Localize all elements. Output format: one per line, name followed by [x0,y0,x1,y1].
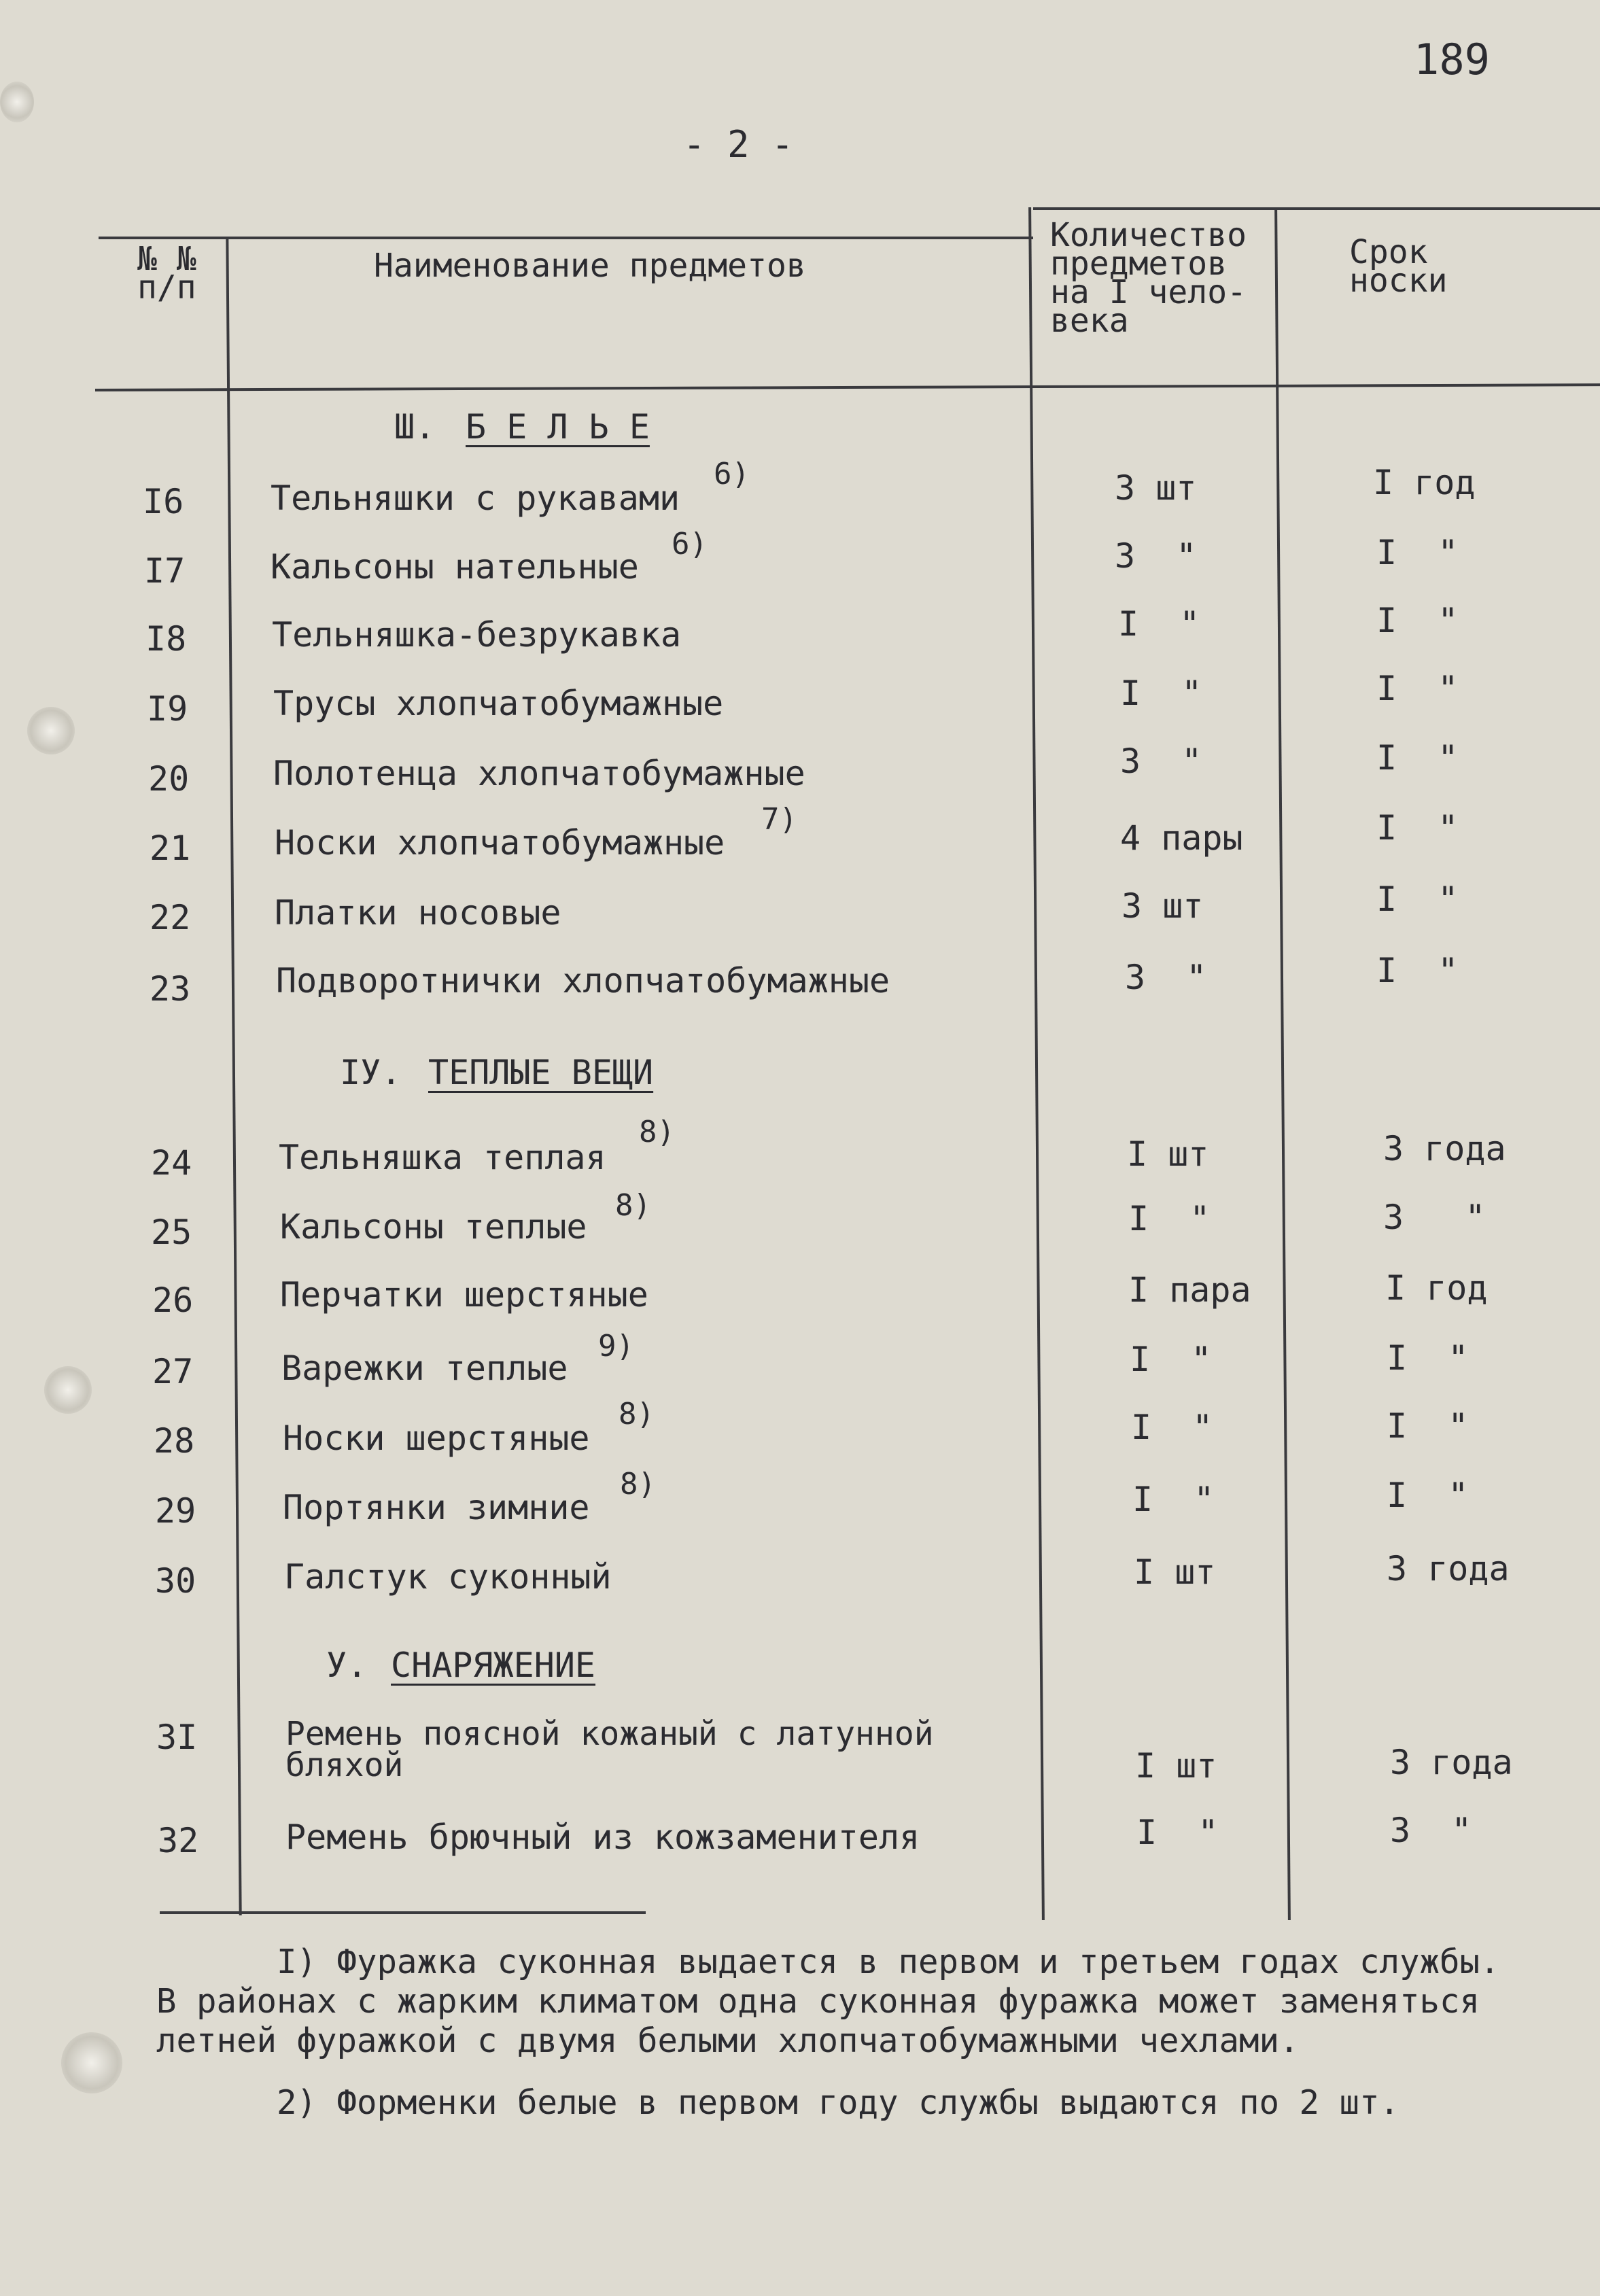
row-quantity: 3 шт [1115,468,1197,508]
header-number: № № п/п [137,240,196,307]
row-item-name: Тельняшка теплая [279,1138,606,1177]
row-item-name: Варежки теплые [281,1349,568,1388]
section-title-warm-clothes [340,1053,654,1092]
row-quantity: 4 пары [1120,818,1243,858]
footnote-1: I) Фуражка суконная выдается в первом и третьем годах службы. В районах с жарким климатом одна суконная фуражка может заменяться летней фуражкой с двумя белыми хлопчатобумажными чехлами. [156,1943,1500,2060]
row-quantity: 3 " [1125,958,1207,997]
row-item-name: Платки носовые [275,893,561,933]
section-text: Б Е Л Ь Е [466,407,650,447]
page-number: - 2 - [683,123,794,166]
row-number: 3I [156,1718,198,1757]
row-number: 21 [150,829,191,868]
row-item-name: Трусы хлопчатобумажные [273,684,724,723]
row-quantity: 3 " [1115,536,1197,576]
section-roman: Ш. [394,407,436,447]
row-item-name: Носки хлопчатобумажные [275,823,725,863]
row-note: 8) [620,1467,656,1501]
row-term: I " [1376,601,1459,640]
row-number: 22 [150,898,191,937]
row-note: 6) [672,527,708,561]
row-term: I " [1387,1338,1469,1378]
row-term: I год [1373,463,1476,502]
table-top-rule [1033,207,1600,210]
section-text: СНАРЯЖЕНИЕ [391,1646,596,1685]
row-item-name: Галстук суконный [284,1557,612,1597]
row-term: 3 года [1390,1743,1513,1782]
row-term: 3 года [1383,1129,1506,1168]
row-quantity: I " [1132,1480,1215,1519]
footnote-2: 2) Форменки белые в первом году службы выдаются по 2 шт. [156,2083,1400,2122]
row-quantity: 3 " [1120,742,1202,781]
row-quantity: I " [1118,604,1200,644]
header-item-name: Наименование предметов [374,247,806,285]
header-quantity: Количество предметов на I чело- века [1050,216,1247,340]
punch-hole [44,1366,92,1414]
column-divider-2 [1028,207,1045,1920]
row-quantity: I " [1136,1813,1219,1852]
punch-hole [61,2032,122,2093]
row-item-name: Тельняшка-безрукавка [272,615,682,655]
row-quantity: I шт [1127,1134,1209,1174]
row-quantity: I " [1130,1340,1212,1379]
row-note: 7) [761,802,797,837]
row-quantity: 3 шт [1121,886,1204,926]
row-term: I " [1376,808,1459,848]
section-title-equipment [326,1646,596,1685]
row-number: 25 [151,1213,192,1252]
row-item-name: Кальсоны нательные [271,547,639,587]
row-note: 8) [619,1397,655,1431]
row-number: 20 [148,759,190,799]
row-note: 8) [615,1188,651,1223]
column-divider-1 [226,237,241,1915]
row-quantity: I пара [1128,1270,1251,1310]
row-item-name: Портянки зимние [283,1488,590,1527]
section-title-underwear [394,407,650,447]
row-item-name: Носки шерстяные [283,1419,590,1458]
row-number: I6 [143,482,184,521]
row-term: I " [1376,669,1459,708]
row-term: 3 " [1390,1811,1472,1850]
row-item-name: Кальсоны теплые [280,1207,587,1247]
row-note: 8) [639,1115,675,1149]
row-term: I год [1385,1268,1488,1308]
row-item-name: Ремень брючный из кожзаменителя [285,1817,920,1857]
row-item-name: Полотенца хлопчатобумажные [273,754,805,793]
archive-number: 189 [1414,35,1490,84]
section-roman: У. [326,1646,368,1685]
row-number: 27 [152,1352,194,1391]
row-number: I8 [145,619,187,659]
footnote-separator [160,1911,646,1914]
header-bottom-rule [95,383,1600,392]
row-number: 28 [154,1421,195,1461]
row-quantity: I шт [1135,1746,1217,1786]
section-text: ТЕПЛЫЕ ВЕЩИ [428,1053,654,1092]
punch-hole [27,707,75,754]
row-number: I9 [147,689,188,729]
row-item-name: Перчатки шерстяные [280,1275,648,1315]
row-number: 24 [151,1143,192,1183]
row-number: 32 [158,1821,199,1860]
row-number: 23 [150,969,191,1009]
row-term: I " [1376,738,1459,778]
row-quantity: I " [1128,1199,1211,1238]
row-item-name: Ремень поясной кожаный с латунной бляхой [285,1715,934,1784]
row-number: 29 [155,1491,196,1531]
row-term: I " [1387,1476,1469,1515]
row-quantity: I " [1120,674,1202,713]
row-term: I " [1387,1406,1469,1446]
row-note: 9) [598,1329,634,1363]
row-number: 30 [155,1561,196,1601]
header-wear-term: Срок носки [1349,233,1448,300]
row-quantity: I шт [1134,1552,1216,1592]
section-roman: IУ. [340,1053,402,1092]
punch-hole [0,82,34,122]
table-top-rule-left [99,237,1033,239]
row-item-name: Тельняшки с рукавами [271,479,680,518]
row-term: I " [1376,951,1459,990]
row-term: I " [1376,880,1459,919]
row-term: I " [1376,533,1459,572]
row-term: 3 " [1383,1198,1486,1237]
row-number: 26 [152,1281,194,1320]
row-number: I7 [144,551,186,591]
row-note: 6) [714,457,750,491]
row-quantity: I " [1131,1408,1213,1447]
row-item-name: Подворотнички хлопчатобумажные [276,961,890,1001]
row-term: 3 года [1387,1549,1510,1588]
column-divider-3 [1274,207,1291,1920]
